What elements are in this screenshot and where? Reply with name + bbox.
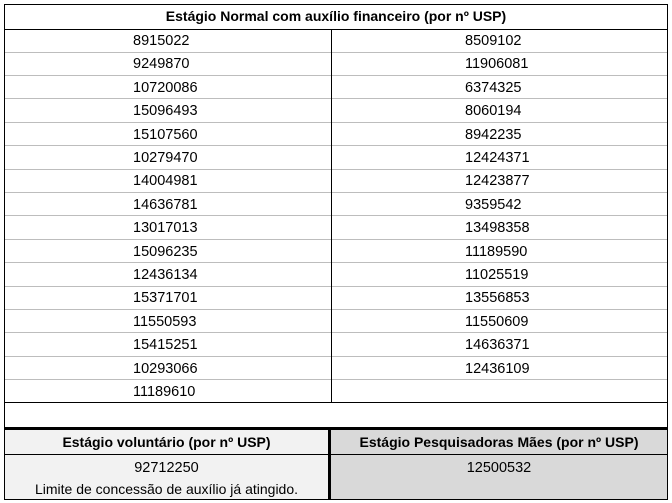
table-row (5, 123, 667, 147)
right-cell[interactable] (332, 146, 667, 169)
usp-number: 13498358 (465, 220, 530, 237)
pesquisadoras-value[interactable]: 12500532 (466, 460, 532, 476)
usp-number: 11550609 (465, 313, 529, 330)
right-cell[interactable] (332, 333, 667, 356)
right-cell[interactable] (332, 357, 667, 380)
pesquisadoras-header: Estágio Pesquisadoras Mães (por nº USP) (331, 430, 667, 455)
table-row (5, 76, 667, 100)
right-cell[interactable] (332, 310, 667, 333)
left-cell[interactable] (5, 193, 331, 216)
table-row (5, 380, 667, 404)
usp-number: 15371701 (133, 290, 198, 307)
left-cell[interactable] (5, 333, 331, 356)
usp-number: 10720086 (133, 79, 198, 96)
left-cell[interactable] (5, 216, 331, 239)
usp-number: 11550593 (133, 313, 197, 330)
usp-number: 12423877 (465, 173, 530, 190)
table-row (5, 29, 667, 53)
left-cell[interactable] (5, 310, 331, 333)
left-cell[interactable] (5, 29, 331, 52)
table-row (5, 169, 667, 193)
left-cell[interactable] (5, 76, 331, 99)
usp-number: 12436109 (465, 360, 530, 377)
right-cell[interactable] (332, 76, 667, 99)
pesquisadoras-panel (331, 430, 667, 499)
column-divider (331, 29, 332, 402)
table-row (5, 193, 667, 217)
right-cell[interactable] (332, 216, 667, 239)
usp-number: 8060194 (465, 103, 522, 120)
usp-number: 10293066 (133, 360, 198, 377)
usp-number: 14636371 (465, 337, 530, 354)
usp-number: 12436134 (133, 267, 198, 283)
table-row (5, 216, 667, 240)
table-title: Estágio Normal com auxílio financeiro (por nº USP) (5, 5, 667, 30)
table-row (5, 286, 667, 310)
left-cell[interactable] (5, 99, 331, 122)
left-cell[interactable] (5, 380, 331, 403)
right-cell[interactable] (332, 286, 667, 309)
right-cell[interactable] (332, 240, 667, 263)
right-cell[interactable] (332, 123, 667, 146)
table-row (5, 333, 667, 357)
right-cell[interactable] (332, 169, 667, 192)
table-row (5, 263, 667, 287)
table-row (5, 146, 667, 170)
right-cell[interactable] (332, 380, 667, 403)
usp-number: 11189590 (465, 243, 528, 260)
usp-number: 10279470 (133, 150, 198, 166)
usp-number: 11189610 (133, 384, 196, 400)
spreadsheet-table (4, 4, 668, 500)
left-cell[interactable] (5, 123, 331, 146)
table-row (5, 310, 667, 334)
right-cell[interactable] (332, 52, 667, 75)
usp-number: 15415251 (133, 337, 198, 354)
left-cell[interactable] (5, 240, 331, 263)
usp-number: 11906081 (465, 56, 529, 73)
right-cell[interactable] (332, 99, 667, 122)
table-row (5, 240, 667, 264)
table-row (5, 357, 667, 381)
usp-number: 13556853 (465, 290, 530, 307)
usp-number: 14004981 (133, 173, 198, 190)
left-cell[interactable] (5, 52, 331, 75)
usp-number: 12424371 (465, 150, 530, 166)
left-cell[interactable] (5, 169, 331, 192)
right-cell[interactable] (332, 193, 667, 216)
left-cell[interactable] (5, 286, 331, 309)
usp-number: 8942235 (465, 126, 522, 143)
left-cell[interactable] (5, 146, 331, 169)
voluntario-panel (5, 430, 328, 499)
right-cell[interactable] (332, 29, 667, 52)
usp-number: 13017013 (133, 220, 198, 237)
left-cell[interactable] (5, 357, 331, 380)
usp-number: 15096235 (133, 243, 198, 260)
usp-number: 11025519 (465, 267, 529, 283)
usp-number: 9249870 (133, 56, 190, 73)
usp-number: 8509102 (465, 33, 522, 49)
voluntario-header: Estágio voluntário (por nº USP) (5, 430, 328, 455)
usp-number: 9359542 (465, 196, 522, 213)
right-cell[interactable] (332, 263, 667, 286)
row-divider (5, 402, 667, 403)
left-cell[interactable] (5, 263, 331, 286)
table-row (5, 52, 667, 76)
table-row (5, 99, 667, 123)
usp-number: 14636781 (133, 196, 198, 213)
usp-number: 15096493 (133, 103, 198, 120)
usp-number: 6374325 (465, 79, 522, 96)
voluntario-note: Limite de concessão de auxílio já atingido. (34, 481, 299, 497)
usp-number: 8915022 (133, 33, 190, 49)
voluntario-value[interactable]: 92712250 (134, 460, 199, 476)
usp-number: 15107560 (133, 126, 198, 143)
